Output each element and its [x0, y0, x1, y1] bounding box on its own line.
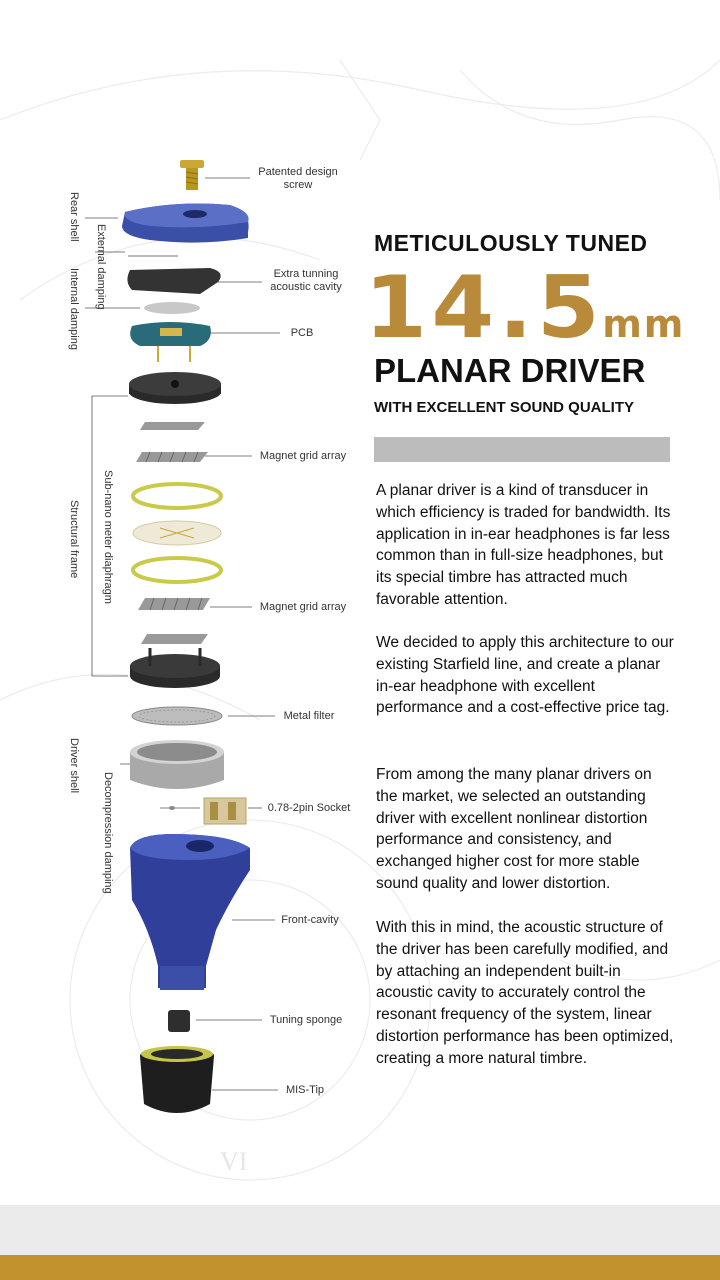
- callout-magnet-2: Magnet grid array: [259, 601, 347, 613]
- paragraph-1: A planar driver is a kind of transducer in which efficiency is traded for bandwidth. Its application in in-ear headphones is far less common than in full-size headphones, but its special timbre has attracted much favorable attention.: [376, 482, 671, 608]
- callout-socket: 0.78-2pin Socket: [267, 802, 351, 814]
- callout-front-cavity: Front-cavity: [281, 914, 339, 926]
- vlabel-structural-frame: Structural frame: [68, 500, 80, 579]
- headline-quality: WITH EXCELLENT SOUND QUALITY: [374, 399, 634, 416]
- vlabel-rear-shell: Rear shell: [68, 192, 80, 242]
- vlabel-internal-damping: Internal damping: [68, 268, 80, 350]
- driver-size-unit: mm: [602, 302, 686, 346]
- front-cavity-part: [130, 834, 250, 990]
- screw-part: [180, 160, 204, 190]
- vlabel-external-damping: External damping: [95, 224, 107, 310]
- headline-tuned: METICULOUSLY TUNED: [374, 230, 648, 256]
- callout-sponge: Tuning sponge: [269, 1014, 343, 1026]
- vlabel-decompression: Decompression damping: [102, 772, 114, 894]
- pcb-part: [130, 322, 211, 362]
- divider-bar: [374, 437, 670, 462]
- socket-part: [204, 798, 246, 824]
- rear-shell-part: [122, 204, 249, 243]
- driver-size: [364, 258, 686, 358]
- eartip-part: [140, 1046, 214, 1113]
- footer-accent-bar: [0, 1255, 720, 1280]
- callout-filter: Metal filter: [283, 710, 335, 722]
- callout-tip: MIS-Tip: [285, 1084, 325, 1096]
- vlabel-driver-shell: Driver shell: [68, 738, 80, 794]
- callout-magnet-1: Magnet grid array: [259, 450, 347, 462]
- callout-pcb: PCB: [290, 327, 314, 339]
- svg-text:VI: VI: [220, 1147, 248, 1176]
- footer-band: [0, 1205, 720, 1255]
- callout-cavity: Extra tunning acoustic cavity: [270, 268, 342, 293]
- vlabel-diaphragm: Sub-nano meter diaphragm: [102, 470, 114, 604]
- driver-size-number: 14.5: [364, 258, 604, 358]
- headline-planar: PLANAR DRIVER: [374, 352, 646, 389]
- paragraph-4: With this in mind, the acoustic structure of the driver has been carefully modified, and by attaching an independent built-in acoustic cavity to accurately control the resonant frequency of the system, linear distortion performance has been optimized, creating a more natural timbre.: [376, 919, 674, 1067]
- callout-screw: Patented design screw: [258, 166, 338, 191]
- paragraph-3: From among the many planar drivers on the market, we selected an outstanding driver with excellent nonlinear distortion performance and consistency, and exchanged higher cost for more stable sound quality and lower distortion.: [376, 766, 652, 892]
- paragraph-2: We decided to apply this architecture to our existing Starfield line, and create a planar in-ear headphone with excellent performance and a cost-effective price tag.: [376, 634, 674, 717]
